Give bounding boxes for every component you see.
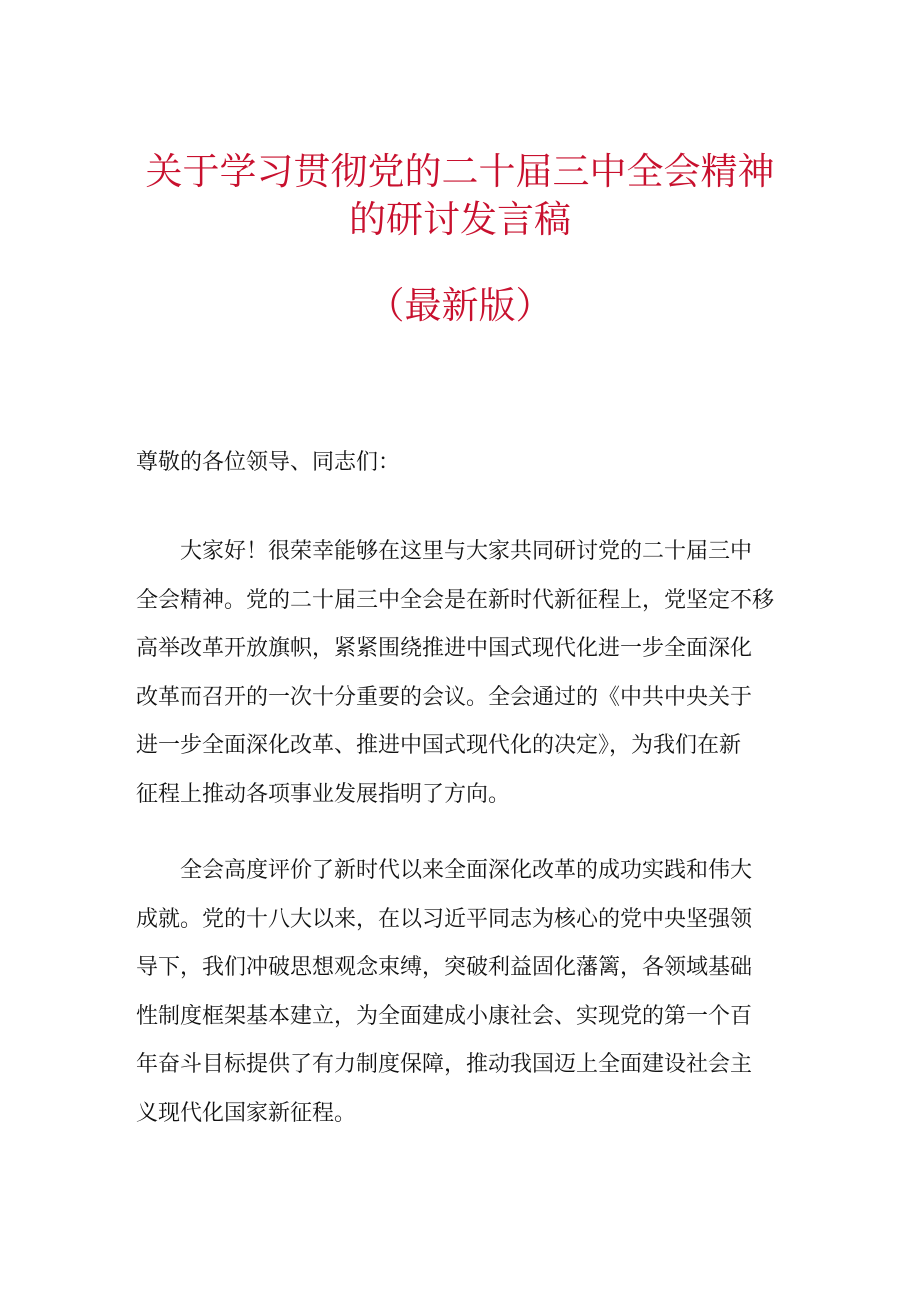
paragraph-line: 导下，我们冲破思想观念束缚，突破利益固化藩篱，各领域基础: [136, 955, 753, 980]
paragraph-line: 全会精神。党的二十届三中全会是在新时代新征程上，党坚定不移: [136, 587, 775, 613]
paragraph-1: [136, 528, 796, 819]
paragraph-line: 义现代化国家新征程。: [136, 1100, 357, 1126]
paragraph-line: 进一步全面深化改革、推进中国式现代化的决定》，为我们在新: [136, 733, 742, 758]
salutation: 尊敬的各位领导、同志们：: [136, 450, 401, 475]
paragraph-line: 性制度框架基本建立，为全面建成小康社会、实现党的第一个百: [136, 1003, 753, 1029]
paragraph-line: 成就。党的十八大以来，在以习近平同志为核心的党中央坚强领: [136, 906, 753, 932]
paragraph-line: 大家好！很荣幸能够在这里与大家共同研讨党的二十届三中: [180, 539, 753, 564]
paragraph-line: 改革而召开的一次十分重要的会议。全会通过的《中共中央关于: [136, 684, 753, 710]
paragraph-line: 全会高度评价了新时代以来全面深化改革的成功实践和伟大: [180, 858, 753, 883]
paragraph-2: [136, 847, 796, 1138]
document-title-line-2: 的研讨发言稿: [349, 198, 571, 241]
document-title-line-1: 关于学习贯彻党的二十届三中全会精神: [145, 150, 775, 193]
paragraph-line: 征程上推动各项事业发展指明了方向。: [136, 781, 511, 807]
document-subtitle: （最新版）: [367, 284, 553, 327]
paragraph-line: 高举改革开放旗帜，紧紧围绕推进中国式现代化进一步全面深化: [136, 636, 753, 661]
paragraph-line: 年奋斗目标提供了有力制度保障，推动我国迈上全面建设社会主: [136, 1052, 753, 1077]
